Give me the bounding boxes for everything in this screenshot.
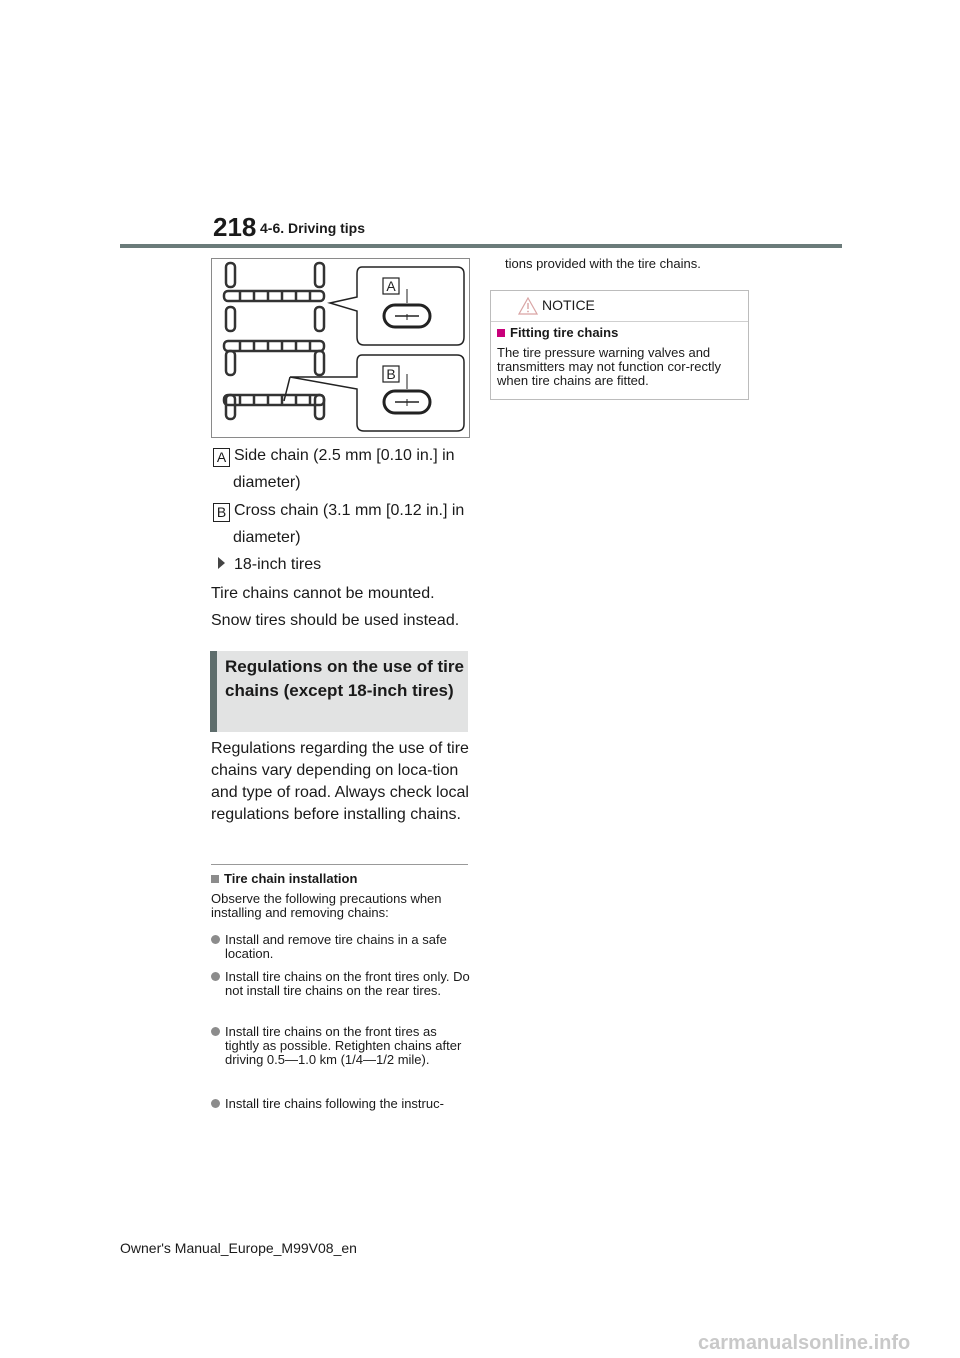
header-rule: [120, 244, 842, 248]
list-item-text: Install tire chains on the front tires as tightly as possible. Retighten chains after driving 0.5—1.0 km (1/4—1/2 mile).: [225, 1024, 462, 1067]
regulations-heading: Regulations on the use of tire chains (except 18-inch tires): [225, 657, 464, 700]
list-item-text: Install tire chains following the instruc-: [225, 1096, 444, 1111]
installation-title: Tire chain installation: [224, 871, 358, 886]
bullet-dot-icon: [211, 1027, 220, 1036]
warning-icon: [518, 297, 538, 315]
list-item: [211, 1097, 471, 1111]
watermark: carmanualsonline.info: [698, 1332, 911, 1354]
bullet-dot-icon: [211, 1099, 220, 1108]
notice-box: [490, 290, 749, 400]
figure-label-b: B: [386, 366, 396, 382]
bullet-dot-icon: [211, 972, 220, 981]
list-item-text: Install tire chains on the front tires only. Do not install tire chains on the rear tires.: [225, 969, 470, 998]
tires-18-line1: Tire chains cannot be mounted.: [211, 585, 435, 602]
page-number: 218: [213, 212, 257, 242]
square-bullet-icon: [497, 329, 505, 337]
caption-a-letter: A: [213, 448, 230, 467]
notice-header: [491, 291, 748, 322]
list-item: [211, 933, 471, 961]
caption-b-continued: diameter): [233, 529, 301, 546]
caption-b: [213, 501, 464, 522]
tires-18-label: 18-inch tires: [234, 556, 322, 573]
list-item: [211, 970, 471, 998]
square-bullet-icon: [211, 875, 219, 883]
list-item: [211, 1025, 471, 1067]
caption-a: [213, 446, 455, 467]
installation-subheading: [211, 871, 357, 886]
caption-a-continued: diameter): [233, 474, 301, 491]
caption-b-letter: B: [213, 503, 230, 522]
regulations-heading-box: [210, 651, 468, 732]
regulations-paragraph: Regulations regarding the use of tire chains vary depending on loca-tion and type of road. Always check local regulations before installing chains.: [211, 740, 469, 823]
tires-18-item: [218, 556, 321, 574]
caption-a-text: Side chain (2.5 mm [0.10 in.] in: [234, 447, 455, 464]
tires-18-line2: Snow tires should be used instead.: [211, 612, 460, 629]
bullet-dot-icon: [211, 935, 220, 944]
notice-body: The tire pressure warning valves and transmitters may not function cor-rectly when tire chains are fitted.: [497, 345, 721, 388]
arrow-icon: [218, 557, 225, 569]
list-item-text: Install and remove tire chains in a safe location.: [225, 932, 447, 961]
notice-label: NOTICE: [542, 297, 595, 313]
section-divider: [211, 864, 468, 865]
figure-label-a: A: [386, 278, 396, 294]
notice-subheading: [497, 325, 618, 340]
installation-continuation: tions provided with the tire chains.: [505, 256, 701, 271]
chain-links: [224, 263, 324, 419]
footer-manual-id: Owner's Manual_Europe_M99V08_en: [120, 1240, 357, 1256]
installation-intro: Observe the following precautions when installing and removing chains:: [211, 891, 442, 920]
tire-chain-figure: [211, 258, 470, 438]
tire-chain-illustration: [212, 259, 469, 437]
notice-subtitle: Fitting tire chains: [510, 325, 619, 340]
section-title: 4-6. Driving tips: [260, 220, 366, 236]
caption-b-text: Cross chain (3.1 mm [0.12 in.] in: [234, 502, 465, 519]
